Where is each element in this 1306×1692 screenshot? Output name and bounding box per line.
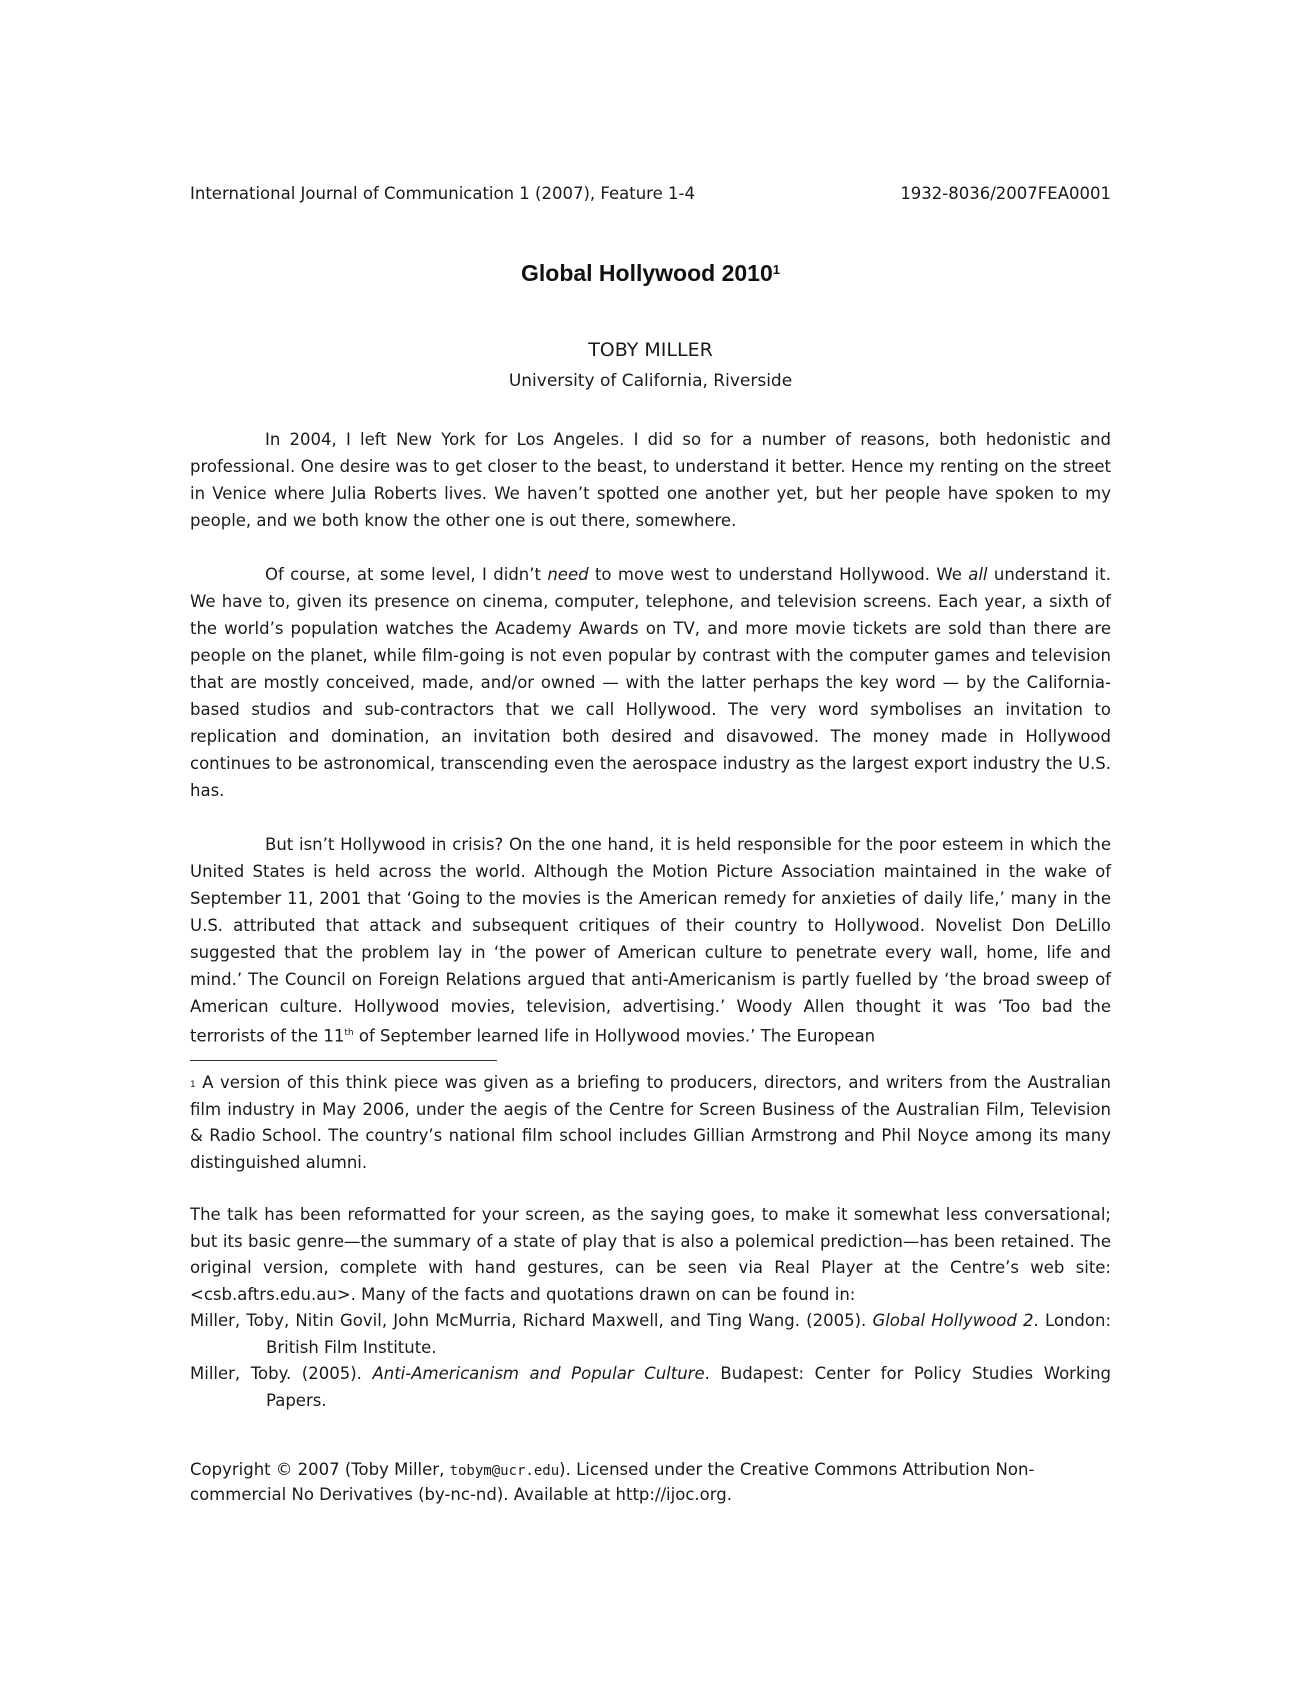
reference-2-authors: Miller, Toby. (2005). [190, 1364, 373, 1383]
paragraph-3-text-a: But isn’t Hollywood in crisis? On the one hand, it is held responsible for the poor esteem in which the United States is held across the world. Although the Motion Picture Association maintained in the wake of September 11, 2001 that ‘Going to the movies is the American remedy for anxieties of daily life,’ many in the U.S. attributed that attack and subsequent critiques of their country to Hollywood. Novelist Don DeLillo suggested that the problem lay in ‘the power of American culture to penetrate every wall, home, life and mind.’ The Council on Foreign Relations argued that anti-Americanism is partly fuelled by ‘the broad sweep of American culture. Hollywood movies, television, advertising.’ Woody Allen thought it was ‘Too bad the terrorists of the 11 [190, 835, 1111, 1046]
author-email-link[interactable]: tobym@ucr.edu [449, 1463, 560, 1479]
emphasis-need: need [547, 565, 589, 584]
reference-1 [190, 1308, 1111, 1361]
title-footnote-marker: 1 [772, 262, 780, 277]
paragraph-2-text-c: understand it. We have to, given its presence on cinema, computer, telephone, and television screens. Each year, a sixth of the world’s population watches the Academy Awards on TV, and more movie tickets are sold than there are people on the planet, while film-going is not even popular by contrast with the computer games and television that are mostly conceived, made, and/or owned — with the latter perhaps the key word — by the California-based studios and sub-contractors that we call Hollywood. The very word symbolises an invitation to replication and domination, an invitation both desired and disavowed. The money made in Hollywood continues to be astronomical, transcending even the aerospace industry as the largest export industry the U.S. has. [190, 565, 1111, 800]
running-head [190, 184, 1111, 204]
paragraph-3-text-b: of September learned life in Hollywood movies.’ The European [353, 1026, 876, 1046]
reference-1-title: Global Hollywood 2 [872, 1311, 1034, 1330]
footnote-1 [190, 1070, 1111, 1176]
paragraph-1: In 2004, I left New York for Los Angeles. I did so for a number of reasons, both hedonistic and professional. One desire was to get closer to the beast, to understand it better. Hence my renting on the street in Venice where Julia Roberts lives. We haven’t spotted one another yet, but her people have spoken to my people, and we both know the other one is out there, somewhere. [190, 430, 1111, 530]
article-title [190, 258, 1111, 288]
title-text: Global Hollywood 2010 [520, 260, 773, 286]
reference-2 [190, 1361, 1111, 1414]
copyright-suffix: ). Licensed under the Creative Commons Attribution Non-commercial No Derivatives (by-nc-nd). Available at http://ijoc.org. [190, 1460, 1035, 1504]
emphasis-all: all [968, 565, 988, 584]
footnote-separator [190, 1060, 497, 1061]
journal-citation: International Journal of Communication 1 (2007), Feature 1-4 [190, 184, 695, 203]
footnote-1-text: A version of this think piece was given as a briefing to producers, directors, and writers from the Australian film industry in May 2006, under the aegis of the Centre for Screen Business of the Australian Film, Television & Radio School. The country’s national film school includes Gillian Armstrong and Phil Noyce among its many distinguished alumni. [190, 1073, 1111, 1172]
ordinal-superscript: th [344, 1028, 354, 1038]
reference-1-authors: Miller, Toby, Nitin Govil, John McMurria, Richard Maxwell, and Ting Wang. (2005). [190, 1311, 873, 1330]
footnote-2: The talk has been reformatted for your screen, as the saying goes, to make it somewhat less conversational; but its basic genre—the summary of a state of play that is also a polemical prediction—has been retained. The original version, complete with hand gestures, can be seen via Real Player at the Centre’s web site: <csb.aftrs.edu.au>. Many of the facts and quotations drawn on can be found in: [190, 1205, 1111, 1304]
footnote-marker: 1 [190, 1080, 196, 1090]
reference-2-title: Anti-Americanism and Popular Culture [372, 1364, 705, 1383]
copyright-notice [190, 1458, 1111, 1506]
author-affiliation: University of California, Riverside [508, 371, 793, 391]
copyright-prefix: Copyright © 2007 (Toby Miller, [190, 1460, 450, 1479]
reference-1-publisher: . London: British Film Institute. [266, 1311, 1111, 1357]
paragraph-2-text-b: to move west to understand Hollywood. We [588, 565, 969, 584]
reference-2-publisher: . Budapest: Center for Policy Studies Working Papers. [266, 1364, 1112, 1410]
paragraph-2 [190, 561, 1111, 804]
author-name: TOBY MILLER [588, 339, 713, 361]
issn-code: 1932-8036/2007FEA0001 [900, 184, 1111, 203]
footnotes [190, 1070, 1111, 1414]
paragraph-3 [190, 831, 1111, 1050]
paragraph-2-text-a: Of course, at some level, I didn’t [265, 565, 548, 584]
article-body [190, 426, 1111, 1050]
